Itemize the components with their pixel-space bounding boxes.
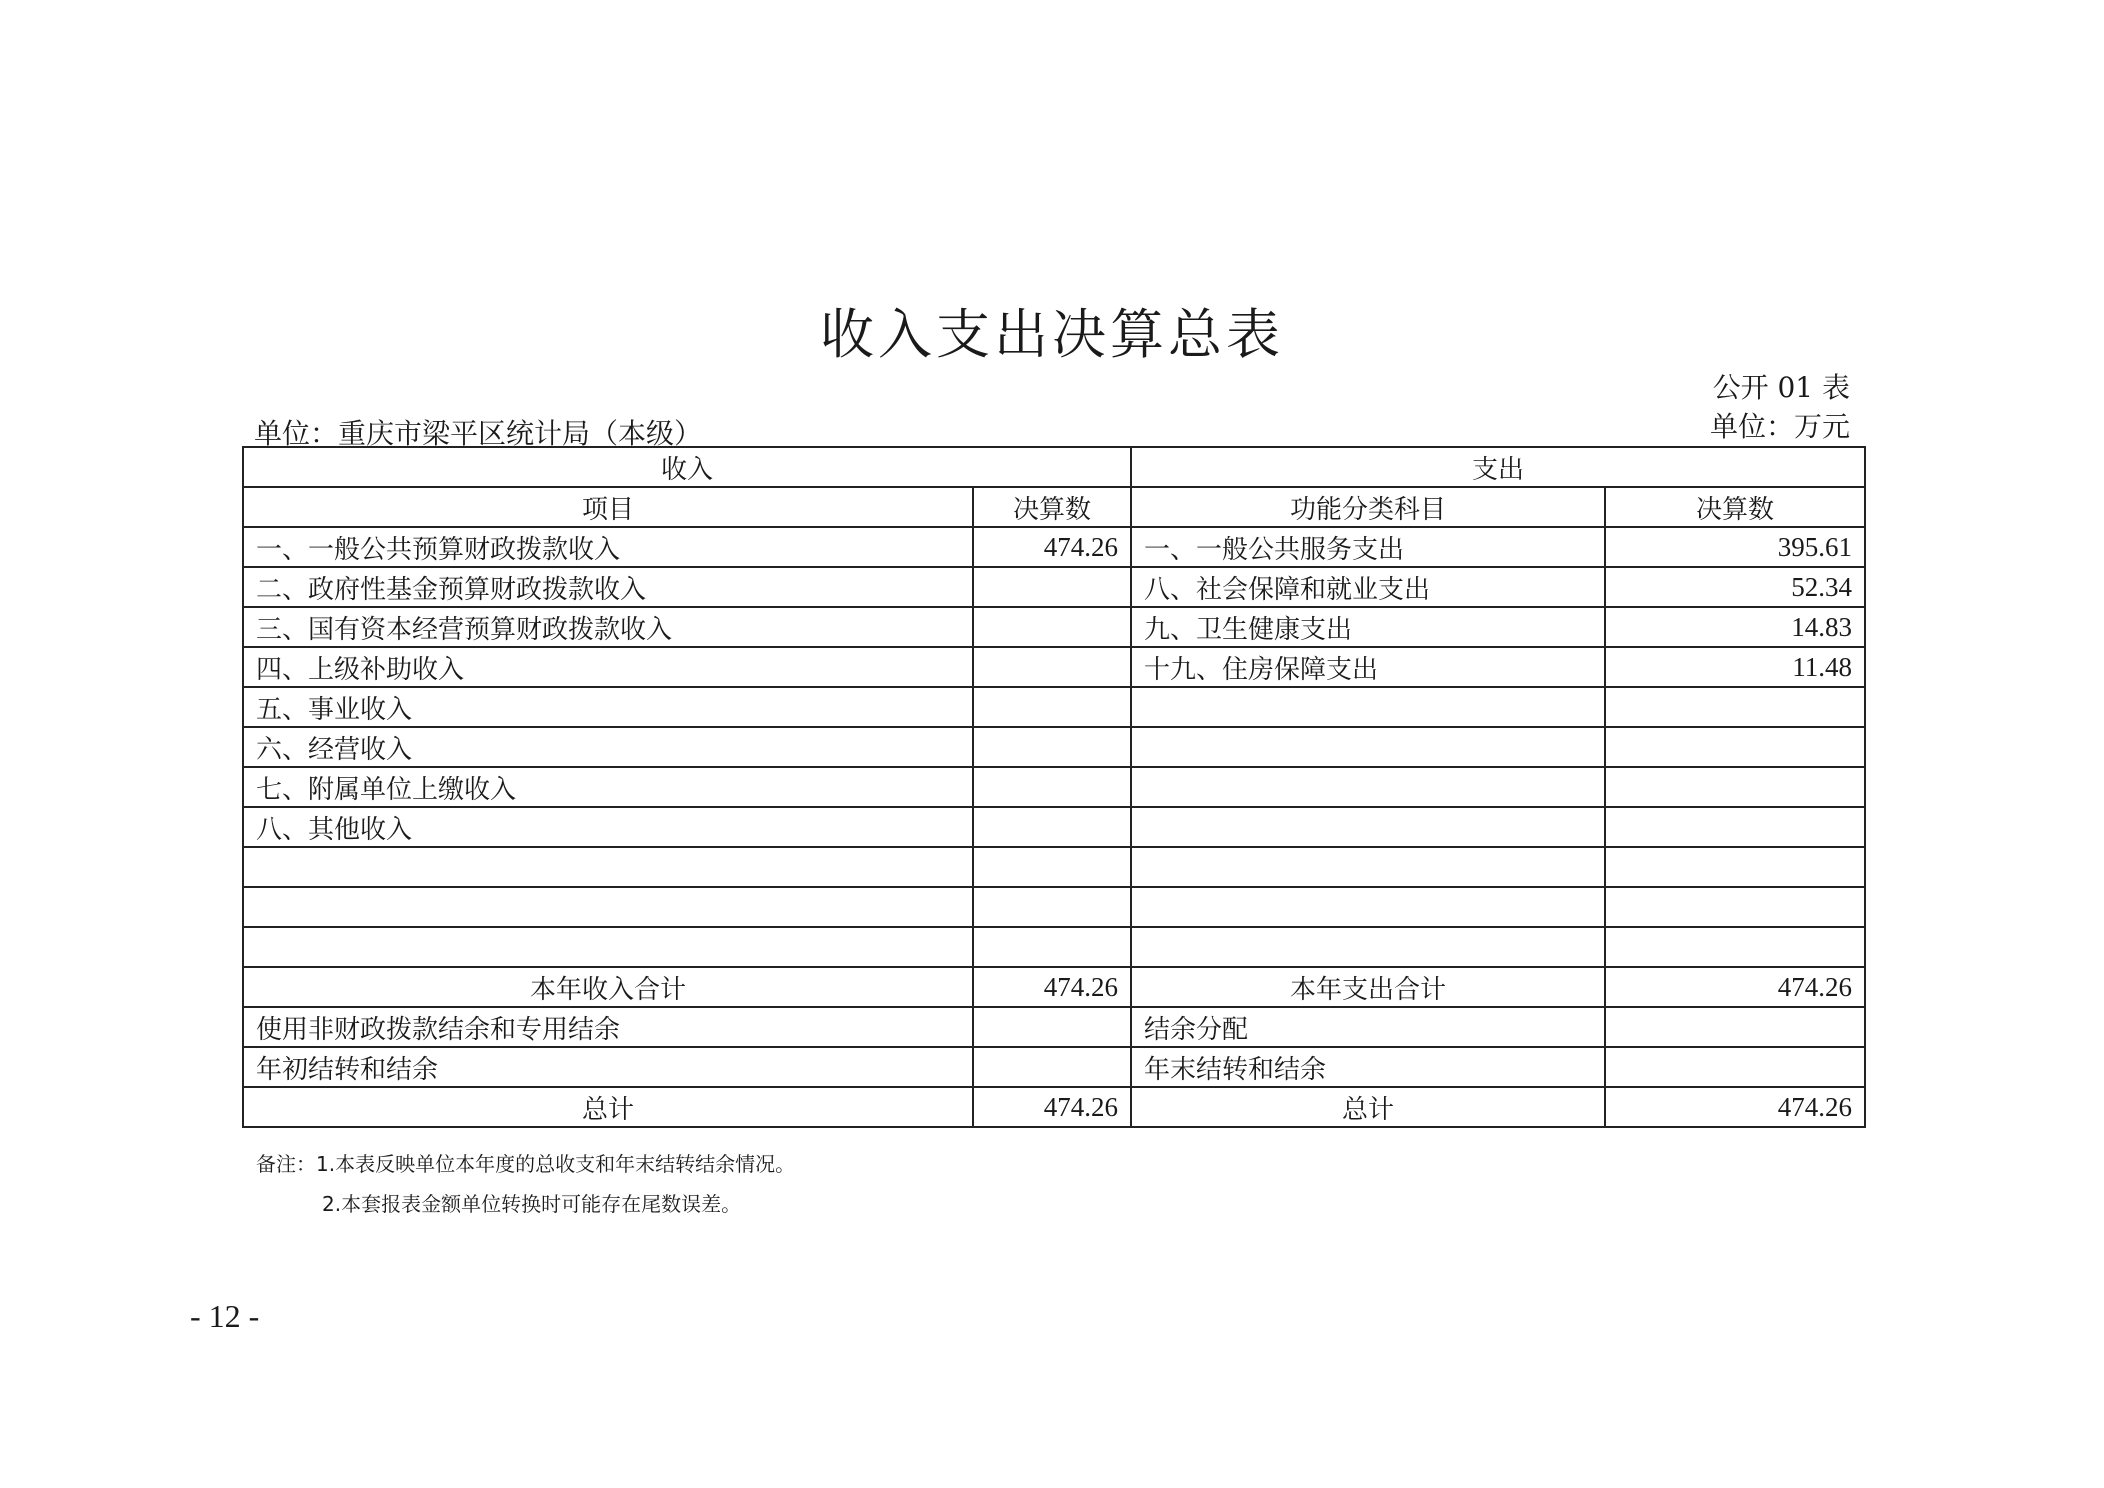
income-amount-cell [973, 727, 1131, 767]
notes [256, 1144, 795, 1224]
note-line-1: 备注：1.本表反映单位本年度的总收支和年末结转结余情况。 [256, 1152, 796, 1176]
expense-item-cell: 一、一般公共服务支出 [1131, 527, 1605, 567]
income-item-cell: 本年收入合计 [243, 967, 973, 1007]
expense-amount-cell: 474.26 [1605, 1087, 1865, 1127]
income-amount-cell [973, 1007, 1131, 1047]
expense-amount-cell: 474.26 [1605, 967, 1865, 1007]
expense-item-cell: 总计 [1131, 1087, 1605, 1127]
expense-amount-cell: 52.34 [1605, 567, 1865, 607]
func-item-header: 功能分类科目 [1131, 487, 1605, 527]
table-row [243, 527, 1865, 567]
income-amount-header: 决算数 [973, 487, 1131, 527]
income-item-cell: 六、经营收入 [243, 727, 973, 767]
income-amount-cell [973, 767, 1131, 807]
expense-amount-header: 决算数 [1605, 487, 1865, 527]
currency-unit: 单位：万元 [1709, 410, 1850, 443]
expense-amount-cell: 395.61 [1605, 527, 1865, 567]
table-row [243, 647, 1865, 687]
expense-amount-cell [1605, 847, 1865, 887]
table-row [243, 847, 1865, 887]
budget-summary-table [242, 446, 1866, 1128]
income-amount-cell [973, 1047, 1131, 1087]
expense-item-cell: 本年支出合计 [1131, 967, 1605, 1007]
table-row [243, 807, 1865, 847]
expense-amount-cell: 11.48 [1605, 647, 1865, 687]
reporting-unit: 单位：重庆市梁平区统计局（本级） [254, 417, 703, 450]
income-item-cell: 八、其他收入 [243, 807, 973, 847]
expense-amount-cell: 14.83 [1605, 607, 1865, 647]
income-item-cell: 二、政府性基金预算财政拨款收入 [243, 567, 973, 607]
income-amount-cell: 474.26 [973, 527, 1131, 567]
expense-item-cell [1131, 847, 1605, 887]
page-number: - 12 - [190, 1298, 260, 1334]
section-header-row [243, 447, 1865, 487]
expense-item-cell: 九、卫生健康支出 [1131, 607, 1605, 647]
expense-amount-cell [1605, 807, 1865, 847]
income-amount-cell [973, 687, 1131, 727]
income-item-cell: 总计 [243, 1087, 973, 1127]
income-amount-cell [973, 607, 1131, 647]
expense-item-cell [1131, 887, 1605, 927]
expense-amount-cell [1605, 1047, 1865, 1087]
income-amount-cell [973, 647, 1131, 687]
expense-item-cell: 八、社会保障和就业支出 [1131, 567, 1605, 607]
expense-item-cell [1131, 727, 1605, 767]
income-header: 收入 [243, 447, 1131, 487]
expense-item-cell: 年末结转和结余 [1131, 1047, 1605, 1087]
income-item-cell: 使用非财政拨款结余和专用结余 [243, 1007, 973, 1047]
item-header: 项目 [243, 487, 973, 527]
expense-item-cell [1131, 767, 1605, 807]
form-number: 公开 01 表 [1712, 371, 1850, 404]
table-row [243, 727, 1865, 767]
summary-row [243, 1007, 1865, 1047]
income-item-cell [243, 887, 973, 927]
expense-amount-cell [1605, 687, 1865, 727]
income-amount-cell [973, 567, 1131, 607]
income-amount-cell [973, 887, 1131, 927]
expense-item-cell [1131, 807, 1605, 847]
summary-row [243, 967, 1865, 1007]
table-row [243, 927, 1865, 967]
income-item-cell: 四、上级补助收入 [243, 647, 973, 687]
expense-amount-cell [1605, 887, 1865, 927]
note-line-2: 2.本套报表金额单位转换时可能存在尾数误差。 [322, 1192, 742, 1216]
income-item-cell: 三、国有资本经营预算财政拨款收入 [243, 607, 973, 647]
expense-item-cell [1131, 927, 1605, 967]
expense-header: 支出 [1131, 447, 1865, 487]
income-item-cell: 一、一般公共预算财政拨款收入 [243, 527, 973, 567]
income-item-cell: 年初结转和结余 [243, 1047, 973, 1087]
expense-amount-cell [1605, 767, 1865, 807]
page-title: 收入支出决算总表 [820, 303, 1284, 366]
income-amount-cell [973, 847, 1131, 887]
expense-item-cell: 结余分配 [1131, 1007, 1605, 1047]
expense-amount-cell [1605, 927, 1865, 967]
income-item-cell [243, 927, 973, 967]
income-amount-cell: 474.26 [973, 1087, 1131, 1127]
income-amount-cell [973, 807, 1131, 847]
income-item-cell [243, 847, 973, 887]
summary-row [243, 1047, 1865, 1087]
income-item-cell: 五、事业收入 [243, 687, 973, 727]
table-row [243, 687, 1865, 727]
income-amount-cell: 474.26 [973, 967, 1131, 1007]
table-row [243, 567, 1865, 607]
expense-amount-cell [1605, 1007, 1865, 1047]
income-amount-cell [973, 927, 1131, 967]
expense-amount-cell [1605, 727, 1865, 767]
table-row [243, 767, 1865, 807]
income-item-cell: 七、附属单位上缴收入 [243, 767, 973, 807]
column-header-row [243, 487, 1865, 527]
expense-item-cell [1131, 687, 1605, 727]
summary-row [243, 1087, 1865, 1127]
table-row [243, 607, 1865, 647]
table-row [243, 887, 1865, 927]
expense-item-cell: 十九、住房保障支出 [1131, 647, 1605, 687]
